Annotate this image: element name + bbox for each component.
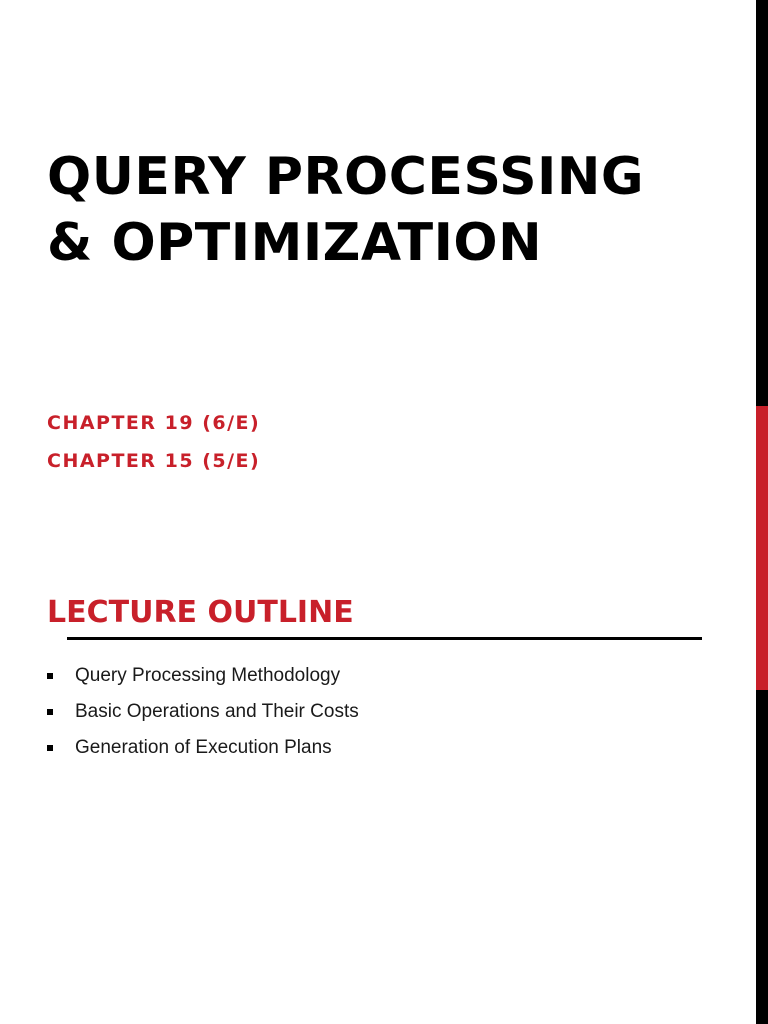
chapter-references — [47, 404, 260, 480]
section-title: LECTURE OUTLINE — [47, 595, 354, 630]
slide-title — [47, 144, 737, 276]
right-edge-accent — [756, 406, 768, 690]
square-bullet-icon — [47, 673, 53, 679]
list-item — [47, 696, 359, 732]
section-divider — [67, 637, 702, 640]
list-item-label: Generation of Execution Plans — [75, 737, 332, 758]
list-item-label: Query Processing Methodology — [75, 665, 341, 686]
outline-list — [47, 660, 359, 768]
chapter-6e: CHAPTER 19 (6/E) — [47, 412, 261, 434]
title-line-2: & OPTIMIZATION — [47, 213, 543, 273]
square-bullet-icon — [47, 745, 53, 751]
list-item — [47, 732, 359, 768]
square-bullet-icon — [47, 709, 53, 715]
list-item-label: Basic Operations and Their Costs — [75, 701, 359, 722]
title-line-1: QUERY PROCESSING — [47, 147, 645, 207]
list-item — [47, 660, 359, 696]
chapter-5e: CHAPTER 15 (5/E) — [47, 450, 261, 472]
